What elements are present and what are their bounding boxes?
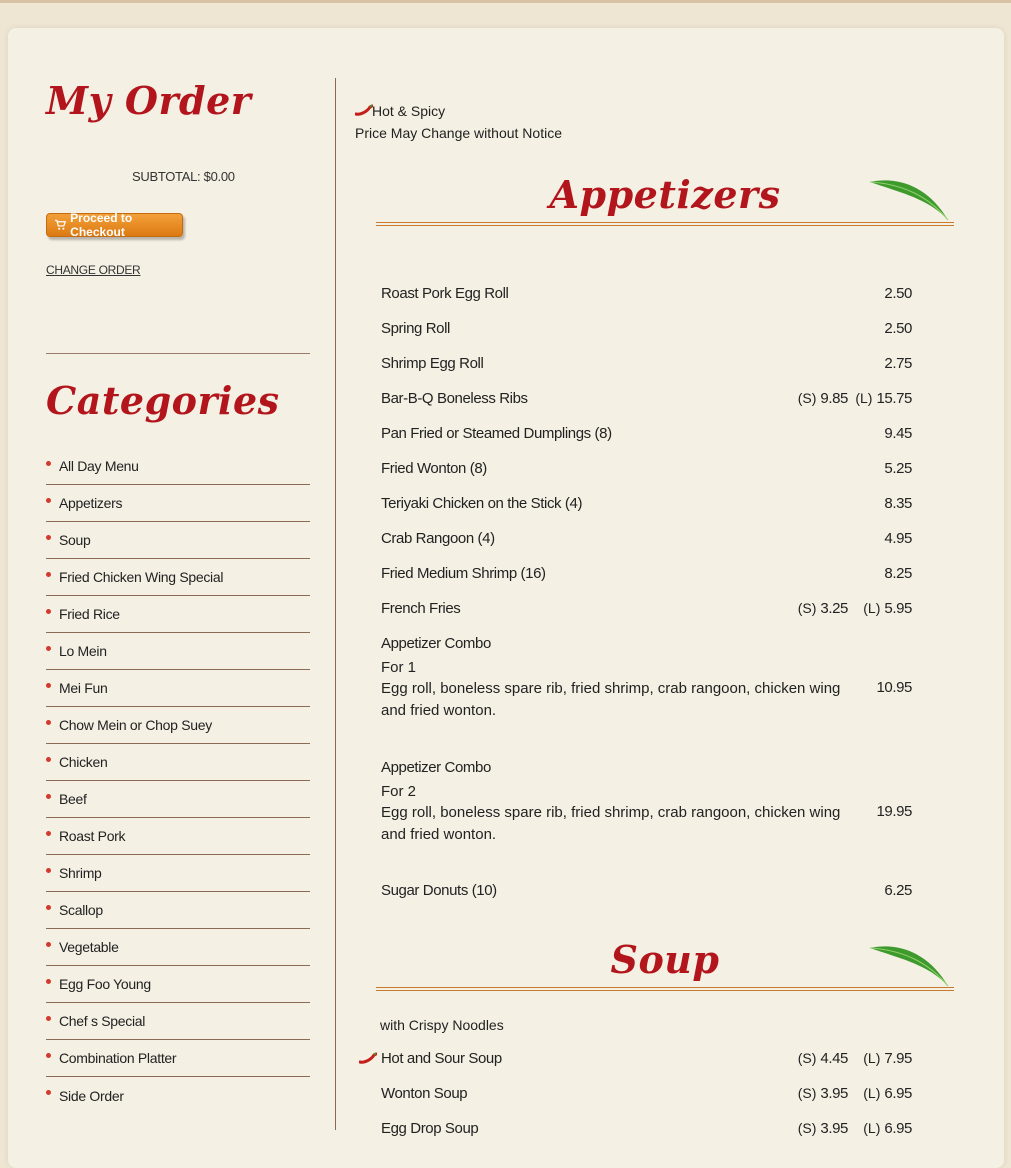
bullet-icon <box>46 609 51 614</box>
large-price[interactable] <box>863 600 912 617</box>
section-rule <box>376 222 954 226</box>
soup-title: Soup <box>610 937 720 982</box>
sidebar-divider <box>46 353 310 354</box>
category-label: Scallop <box>59 902 103 918</box>
category-item[interactable] <box>46 448 310 485</box>
bullet-icon <box>46 720 51 725</box>
category-item[interactable] <box>46 966 310 1003</box>
bullet-icon <box>46 572 51 577</box>
item-name: Shrimp Egg Roll <box>381 355 484 372</box>
category-label: Egg Foo Young <box>59 976 151 992</box>
category-item[interactable] <box>46 1040 310 1077</box>
bullet-icon <box>46 498 51 503</box>
category-item[interactable] <box>46 781 310 818</box>
item-name: French Fries <box>381 600 461 617</box>
size-label: (L) <box>863 1085 881 1101</box>
category-item[interactable] <box>46 670 310 707</box>
item-serving: For 1 <box>381 659 417 676</box>
item-name: Egg Drop Soup <box>381 1120 479 1137</box>
categories-title: Categories <box>46 378 280 423</box>
item-name: Appetizer Combo <box>381 759 491 776</box>
menu-item[interactable] <box>381 759 912 849</box>
item-name: Bar-B-Q Boneless Ribs <box>381 390 528 407</box>
category-item[interactable] <box>46 485 310 522</box>
category-item[interactable] <box>46 522 310 559</box>
price-value: 6.95 <box>884 1120 912 1137</box>
item-serving: For 2 <box>381 783 417 800</box>
item-price: 2.75 <box>884 355 912 372</box>
bullet-icon <box>46 683 51 688</box>
bullet-icon <box>46 1090 51 1095</box>
category-item[interactable] <box>46 818 310 855</box>
price-notice: Price May Change without Notice <box>355 125 562 141</box>
category-label: Mei Fun <box>59 680 108 696</box>
category-label: Side Order <box>59 1087 124 1104</box>
item-price: 4.95 <box>884 530 912 547</box>
item-name: Fried Medium Shrimp (16) <box>381 565 546 582</box>
section-rule <box>376 987 954 991</box>
small-price[interactable] <box>798 390 848 407</box>
size-label: (S) <box>797 1120 817 1136</box>
category-label: Appetizers <box>59 495 123 511</box>
cart-icon <box>55 219 66 231</box>
small-price[interactable] <box>798 1120 848 1137</box>
chili-pepper-icon <box>359 1052 377 1064</box>
category-item[interactable] <box>46 1003 310 1040</box>
item-name: Appetizer Combo <box>381 635 491 652</box>
item-name: Roast Pork Egg Roll <box>381 285 509 302</box>
bullet-icon <box>46 757 51 762</box>
soup-note: with Crispy Noodles <box>380 1017 504 1033</box>
subtotal: SUBTOTAL: $0.00 <box>132 169 235 184</box>
menu-item[interactable] <box>381 635 912 725</box>
category-label: Fried Chicken Wing Special <box>59 569 224 585</box>
item-name: Hot and Sour Soup <box>381 1050 502 1067</box>
bullet-icon <box>46 646 51 651</box>
small-price[interactable] <box>798 1085 848 1102</box>
large-price[interactable] <box>855 390 912 407</box>
hot-spicy-note: Hot & Spicy <box>372 103 446 119</box>
category-label: Beef <box>59 791 87 807</box>
category-item[interactable] <box>46 596 310 633</box>
large-price[interactable] <box>863 1050 912 1067</box>
price-value: 5.95 <box>884 600 912 617</box>
price-value: 15.75 <box>876 390 912 407</box>
leaf-icon <box>868 942 952 988</box>
proceed-to-checkout-button[interactable] <box>46 213 183 237</box>
item-description: Egg roll, boneless spare rib, fried shrimp, crab rangoon, chicken wing and fried wonton. <box>381 804 841 843</box>
size-label: (S) <box>797 390 817 406</box>
size-label: (L) <box>855 390 873 406</box>
size-label: (L) <box>863 600 881 616</box>
price-value: 6.95 <box>884 1085 912 1102</box>
price-value: 3.95 <box>820 1120 848 1137</box>
item-price: 5.25 <box>884 460 912 477</box>
bullet-icon <box>46 942 51 947</box>
item-price: 2.50 <box>884 285 912 302</box>
my-order-title: My Order <box>46 78 252 123</box>
item-description: Egg roll, boneless spare rib, fried shrimp, crab rangoon, chicken wing and fried wonton. <box>381 680 841 719</box>
item-name: Fried Wonton (8) <box>381 460 487 477</box>
size-label: (L) <box>863 1050 881 1066</box>
bullet-icon <box>46 461 51 466</box>
category-item[interactable] <box>46 559 310 596</box>
category-label: Soup <box>59 532 91 548</box>
item-name: Crab Rangoon (4) <box>381 530 495 547</box>
category-label: Vegetable <box>59 939 119 955</box>
bullet-icon <box>46 868 51 873</box>
price-value: 3.25 <box>820 600 848 617</box>
bullet-icon <box>46 831 51 836</box>
bullet-icon <box>46 905 51 910</box>
bullet-icon <box>46 794 51 799</box>
category-item[interactable] <box>46 744 310 781</box>
price-value: 9.85 <box>820 390 848 407</box>
category-item[interactable] <box>46 892 310 929</box>
category-label: Lo Mein <box>59 643 107 659</box>
category-list <box>46 448 310 1114</box>
item-name: Spring Roll <box>381 320 450 337</box>
item-name: Pan Fried or Steamed Dumplings (8) <box>381 425 612 442</box>
bullet-icon <box>46 1016 51 1021</box>
size-label: (S) <box>797 1050 817 1066</box>
bullet-icon <box>46 1053 51 1058</box>
checkout-label: Proceed to Checkout <box>70 211 133 239</box>
change-order-link[interactable]: CHANGE ORDER <box>46 263 141 277</box>
small-price[interactable] <box>798 1050 848 1067</box>
column-divider <box>335 78 336 1130</box>
size-label: (L) <box>863 1120 881 1136</box>
size-label: (S) <box>797 600 817 616</box>
bullet-icon <box>46 979 51 984</box>
item-price: 6.25 <box>884 882 912 899</box>
top-border <box>0 0 1011 3</box>
item-price: 8.35 <box>884 495 912 512</box>
category-item[interactable] <box>46 929 310 966</box>
category-label: All Day Menu <box>59 458 139 474</box>
category-item[interactable] <box>46 633 310 670</box>
category-label: Fried Rice <box>59 606 120 622</box>
item-price: 8.25 <box>884 565 912 582</box>
price-value: 3.95 <box>820 1085 848 1102</box>
size-label: (S) <box>797 1085 817 1101</box>
category-item[interactable] <box>46 855 310 892</box>
category-item[interactable] <box>46 707 310 744</box>
leaf-icon <box>868 176 952 222</box>
category-label: Combination Platter <box>59 1050 177 1066</box>
item-name: Teriyaki Chicken on the Stick (4) <box>381 495 583 512</box>
category-label: Shrimp <box>59 865 102 881</box>
price-value: 4.45 <box>820 1050 848 1067</box>
category-label: Chicken <box>59 754 108 770</box>
large-price[interactable] <box>863 1085 912 1102</box>
category-label: Chef s Special <box>59 1013 146 1029</box>
category-item[interactable] <box>46 1077 310 1114</box>
category-label: Chow Mein or Chop Suey <box>59 717 212 733</box>
item-price: 2.50 <box>884 320 912 337</box>
price-value: 7.95 <box>884 1050 912 1067</box>
item-price: 19.95 <box>876 803 912 820</box>
large-price[interactable] <box>863 1120 912 1137</box>
item-price: 9.45 <box>884 425 912 442</box>
item-price: 10.95 <box>876 679 912 696</box>
small-price[interactable] <box>798 600 848 617</box>
appetizers-title: Appetizers <box>549 172 781 217</box>
item-name: Wonton Soup <box>381 1085 468 1102</box>
bullet-icon <box>46 535 51 540</box>
chili-pepper-icon <box>355 104 373 116</box>
category-label: Roast Pork <box>59 828 126 844</box>
item-name: Sugar Donuts (10) <box>381 882 497 899</box>
